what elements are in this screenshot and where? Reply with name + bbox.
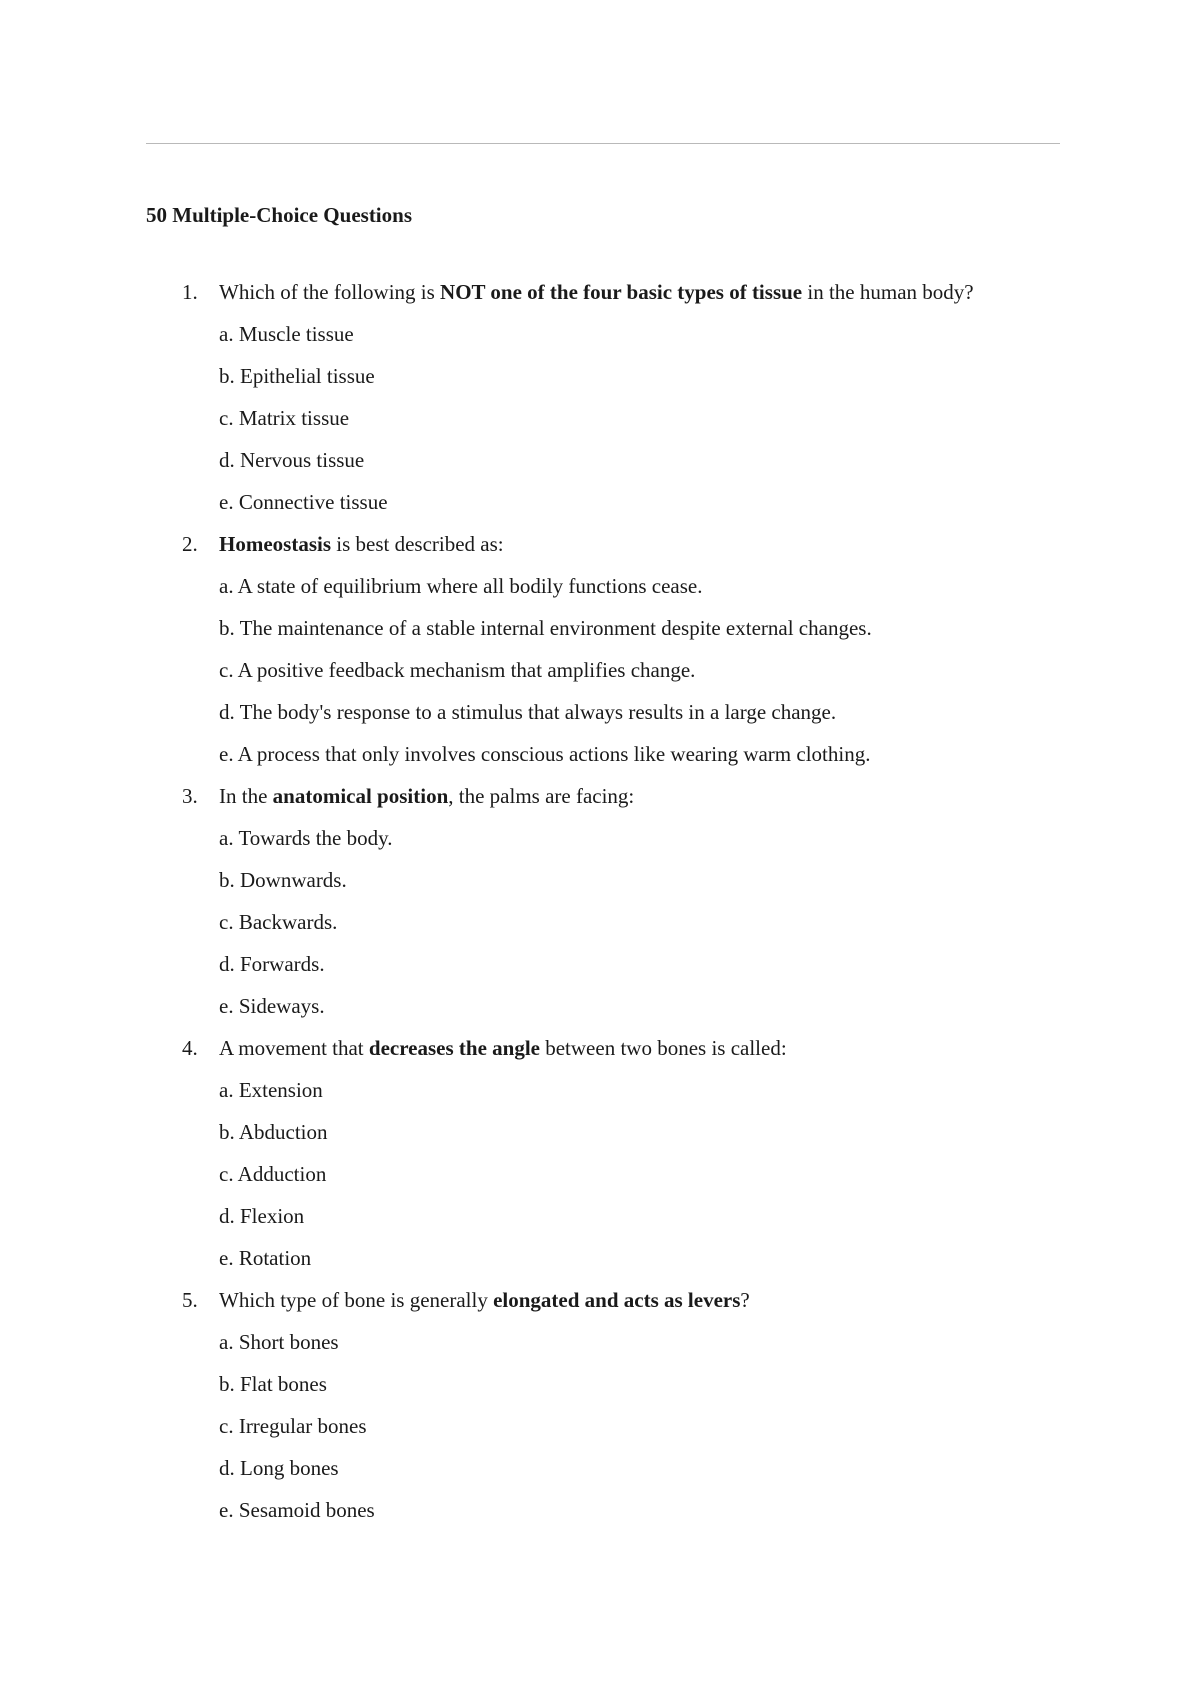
answer-option: c. Irregular bones xyxy=(219,1414,367,1438)
question-stem xyxy=(219,271,1060,313)
answer-options xyxy=(219,1069,1060,1279)
header-divider xyxy=(146,143,1060,144)
answer-option: c. Adduction xyxy=(219,1162,327,1186)
question-number: 2. xyxy=(182,532,198,556)
answer-option: a. Towards the body. xyxy=(219,826,393,850)
question-stem-emphasis: anatomical position xyxy=(272,784,449,808)
question-item xyxy=(146,1027,1060,1279)
question-stem-text: Which type of bone is generally xyxy=(219,1288,494,1312)
question-stem xyxy=(219,1027,1060,1069)
answer-option: c. A positive feedback mechanism that amplifies change. xyxy=(219,658,696,682)
answer-option: a. Short bones xyxy=(219,1330,339,1354)
question-stem-text: in the human body? xyxy=(802,280,974,304)
question-stem-text: , the palms are facing: xyxy=(448,784,635,808)
question-stem-text: between two bones is called: xyxy=(539,1036,787,1060)
question-number: 1. xyxy=(182,280,198,304)
question-stem-text: ? xyxy=(740,1288,750,1312)
answer-option: b. The maintenance of a stable internal environment despite external changes. xyxy=(219,616,872,640)
answer-option: b. Downwards. xyxy=(219,868,347,892)
answer-option: d. Forwards. xyxy=(219,952,325,976)
answer-options xyxy=(219,817,1060,1027)
answer-option: d. Nervous tissue xyxy=(219,448,365,472)
question-stem xyxy=(219,523,1060,565)
question-stem-emphasis: Homeostasis xyxy=(219,532,331,556)
question-item xyxy=(146,775,1060,1027)
question-item xyxy=(146,523,1060,775)
answer-option: d. The body's response to a stimulus that always results in a large change. xyxy=(219,700,837,724)
document-title: 50 Multiple-Choice Questions xyxy=(146,203,412,227)
answer-option: e. Sideways. xyxy=(219,994,325,1018)
answer-options xyxy=(219,1321,1060,1531)
question-number: 5. xyxy=(182,1288,198,1312)
question-stem-text: Which of the following is xyxy=(219,280,441,304)
question-item xyxy=(146,271,1060,523)
answer-option: e. Sesamoid bones xyxy=(219,1498,375,1522)
answer-option: e. Connective tissue xyxy=(219,490,388,514)
answer-option: e. A process that only involves conscious actions like wearing warm clothing. xyxy=(219,742,871,766)
question-number: 3. xyxy=(182,784,198,808)
question-stem xyxy=(219,775,1060,817)
answer-options xyxy=(219,565,1060,775)
answer-option: d. Flexion xyxy=(219,1204,305,1228)
question-item xyxy=(146,1279,1060,1531)
answer-option: e. Rotation xyxy=(219,1246,312,1270)
answer-option: c. Matrix tissue xyxy=(219,406,350,430)
question-stem-text: is best described as: xyxy=(331,532,504,556)
answer-option: c. Backwards. xyxy=(219,910,338,934)
question-stem-emphasis: elongated and acts as levers xyxy=(493,1288,741,1312)
question-number: 4. xyxy=(182,1036,198,1060)
question-list xyxy=(146,271,1060,1531)
question-stem-emphasis: NOT one of the four basic types of tissue xyxy=(440,280,803,304)
question-stem-text: A movement that xyxy=(219,1036,369,1060)
answer-option: d. Long bones xyxy=(219,1456,339,1480)
answer-option: b. Flat bones xyxy=(219,1372,327,1396)
answer-option: a. A state of equilibrium where all bodily functions cease. xyxy=(219,574,703,598)
answer-options xyxy=(219,313,1060,523)
answer-option: b. Epithelial tissue xyxy=(219,364,375,388)
question-stem xyxy=(219,1279,1060,1321)
question-stem-emphasis: decreases the angle xyxy=(368,1036,540,1060)
answer-option: a. Extension xyxy=(219,1078,323,1102)
question-stem-text: In the xyxy=(219,784,273,808)
answer-option: a. Muscle tissue xyxy=(219,322,354,346)
answer-option: b. Abduction xyxy=(219,1120,328,1144)
